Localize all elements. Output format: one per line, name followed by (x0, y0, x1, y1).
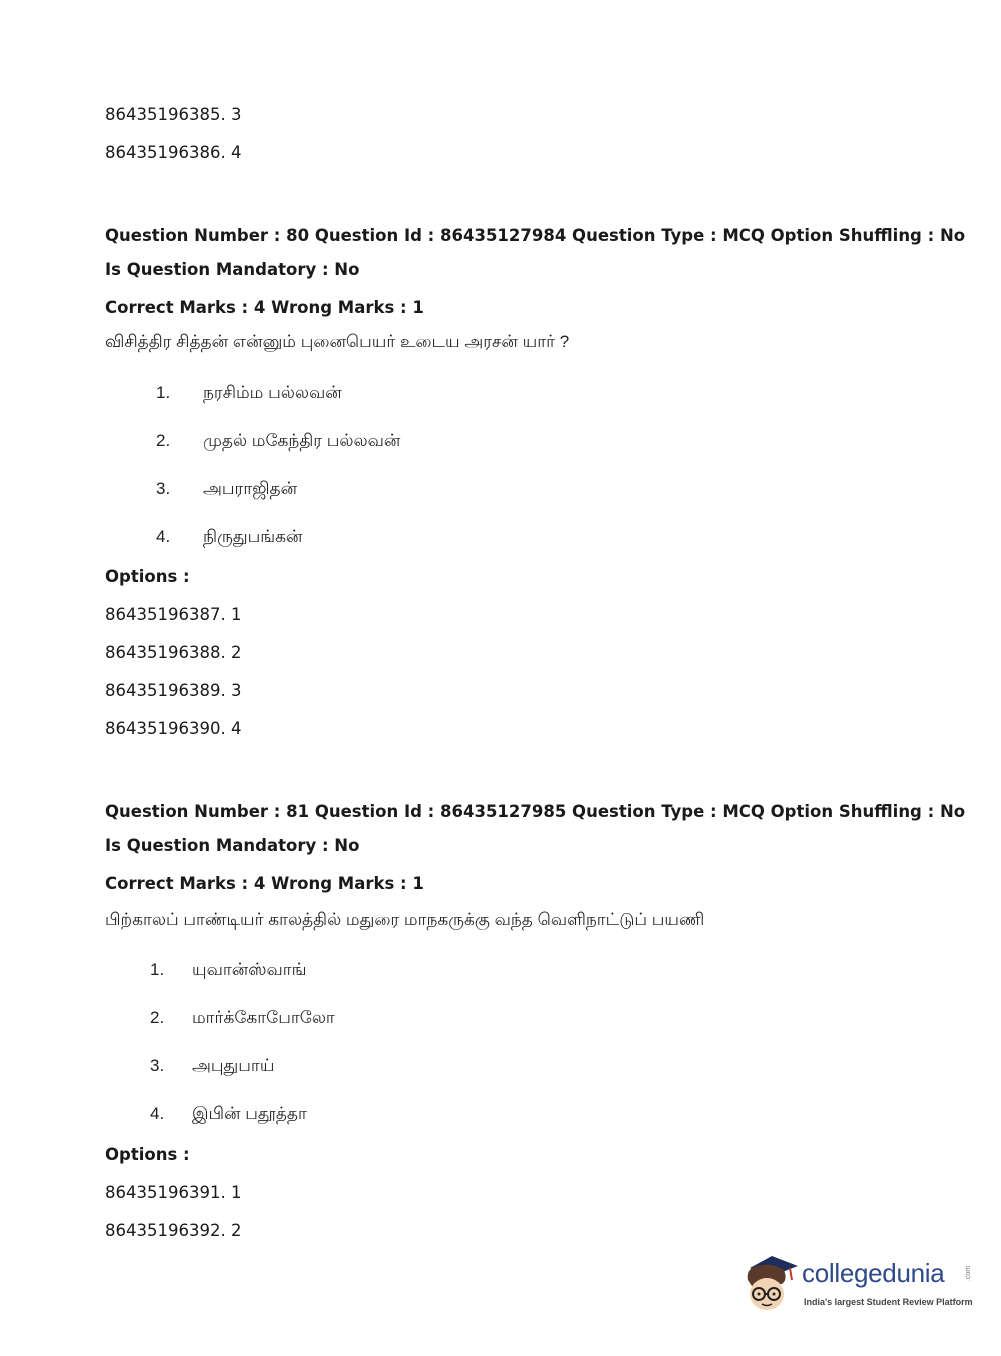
collegedunia-logo (742, 1250, 972, 1314)
options-label: Options : (105, 1145, 190, 1164)
choice-number: 2. (156, 431, 171, 450)
choice-text: மார்க்கோபோலோ (192, 1008, 335, 1027)
choice-text: யுவான்ஸ்வாங் (192, 960, 307, 979)
question-header: Question Number : 81 Question Id : 86435127985 Question Type : MCQ Option Shuffling : No (105, 802, 966, 821)
option-code: 86435196386. 4 (105, 143, 242, 162)
marks-line: Correct Marks : 4 Wrong Marks : 1 (105, 874, 424, 893)
mandatory-line: Is Question Mandatory : No (105, 836, 360, 855)
mandatory-line: Is Question Mandatory : No (105, 260, 360, 279)
option-code: 86435196389. 3 (105, 681, 242, 700)
logo-suffix: .com (965, 1265, 973, 1282)
choice-number: 4. (156, 527, 171, 546)
choice-number: 2. (150, 1008, 165, 1027)
choice-text: முதல் மகேந்திர பல்லவன் (203, 431, 401, 450)
question-text: விசித்திர சித்தன் என்னும் புனைபெயர் உடைய அரசன் யார் ? (105, 332, 570, 351)
option-code: 86435196388. 2 (105, 643, 242, 662)
question-text: பிற்காலப் பாண்டியர் காலத்தில் மதுரை மாநகருக்கு வந்த வெளிநாட்டுப் பயணி (105, 910, 705, 929)
choice-text: அபராஜிதன் (203, 479, 298, 498)
logo-tagline: India's largest Student Review Platform (804, 1297, 973, 1307)
mascot-icon (742, 1250, 800, 1314)
marks-line: Correct Marks : 4 Wrong Marks : 1 (105, 298, 424, 317)
option-code: 86435196387. 1 (105, 605, 242, 624)
option-code: 86435196392. 2 (105, 1221, 242, 1240)
choice-text: அபுதுபாய் (192, 1056, 275, 1075)
option-code: 86435196390. 4 (105, 719, 242, 738)
choice-text: இபின் பதூத்தா (192, 1104, 307, 1123)
choice-text: நிருதுபங்கன் (203, 527, 303, 546)
choice-number: 3. (156, 479, 171, 498)
choice-number: 1. (150, 960, 165, 979)
option-code: 86435196385. 3 (105, 105, 242, 124)
choice-number: 1. (156, 383, 171, 402)
choice-number: 3. (150, 1056, 165, 1075)
options-label: Options : (105, 567, 190, 586)
question-header: Question Number : 80 Question Id : 86435127984 Question Type : MCQ Option Shuffling : No (105, 226, 966, 245)
choice-text: நரசிம்ம பல்லவன் (203, 383, 342, 402)
option-code: 86435196391. 1 (105, 1183, 242, 1202)
choice-number: 4. (150, 1104, 165, 1123)
logo-wordmark: collegedunia (802, 1258, 945, 1288)
